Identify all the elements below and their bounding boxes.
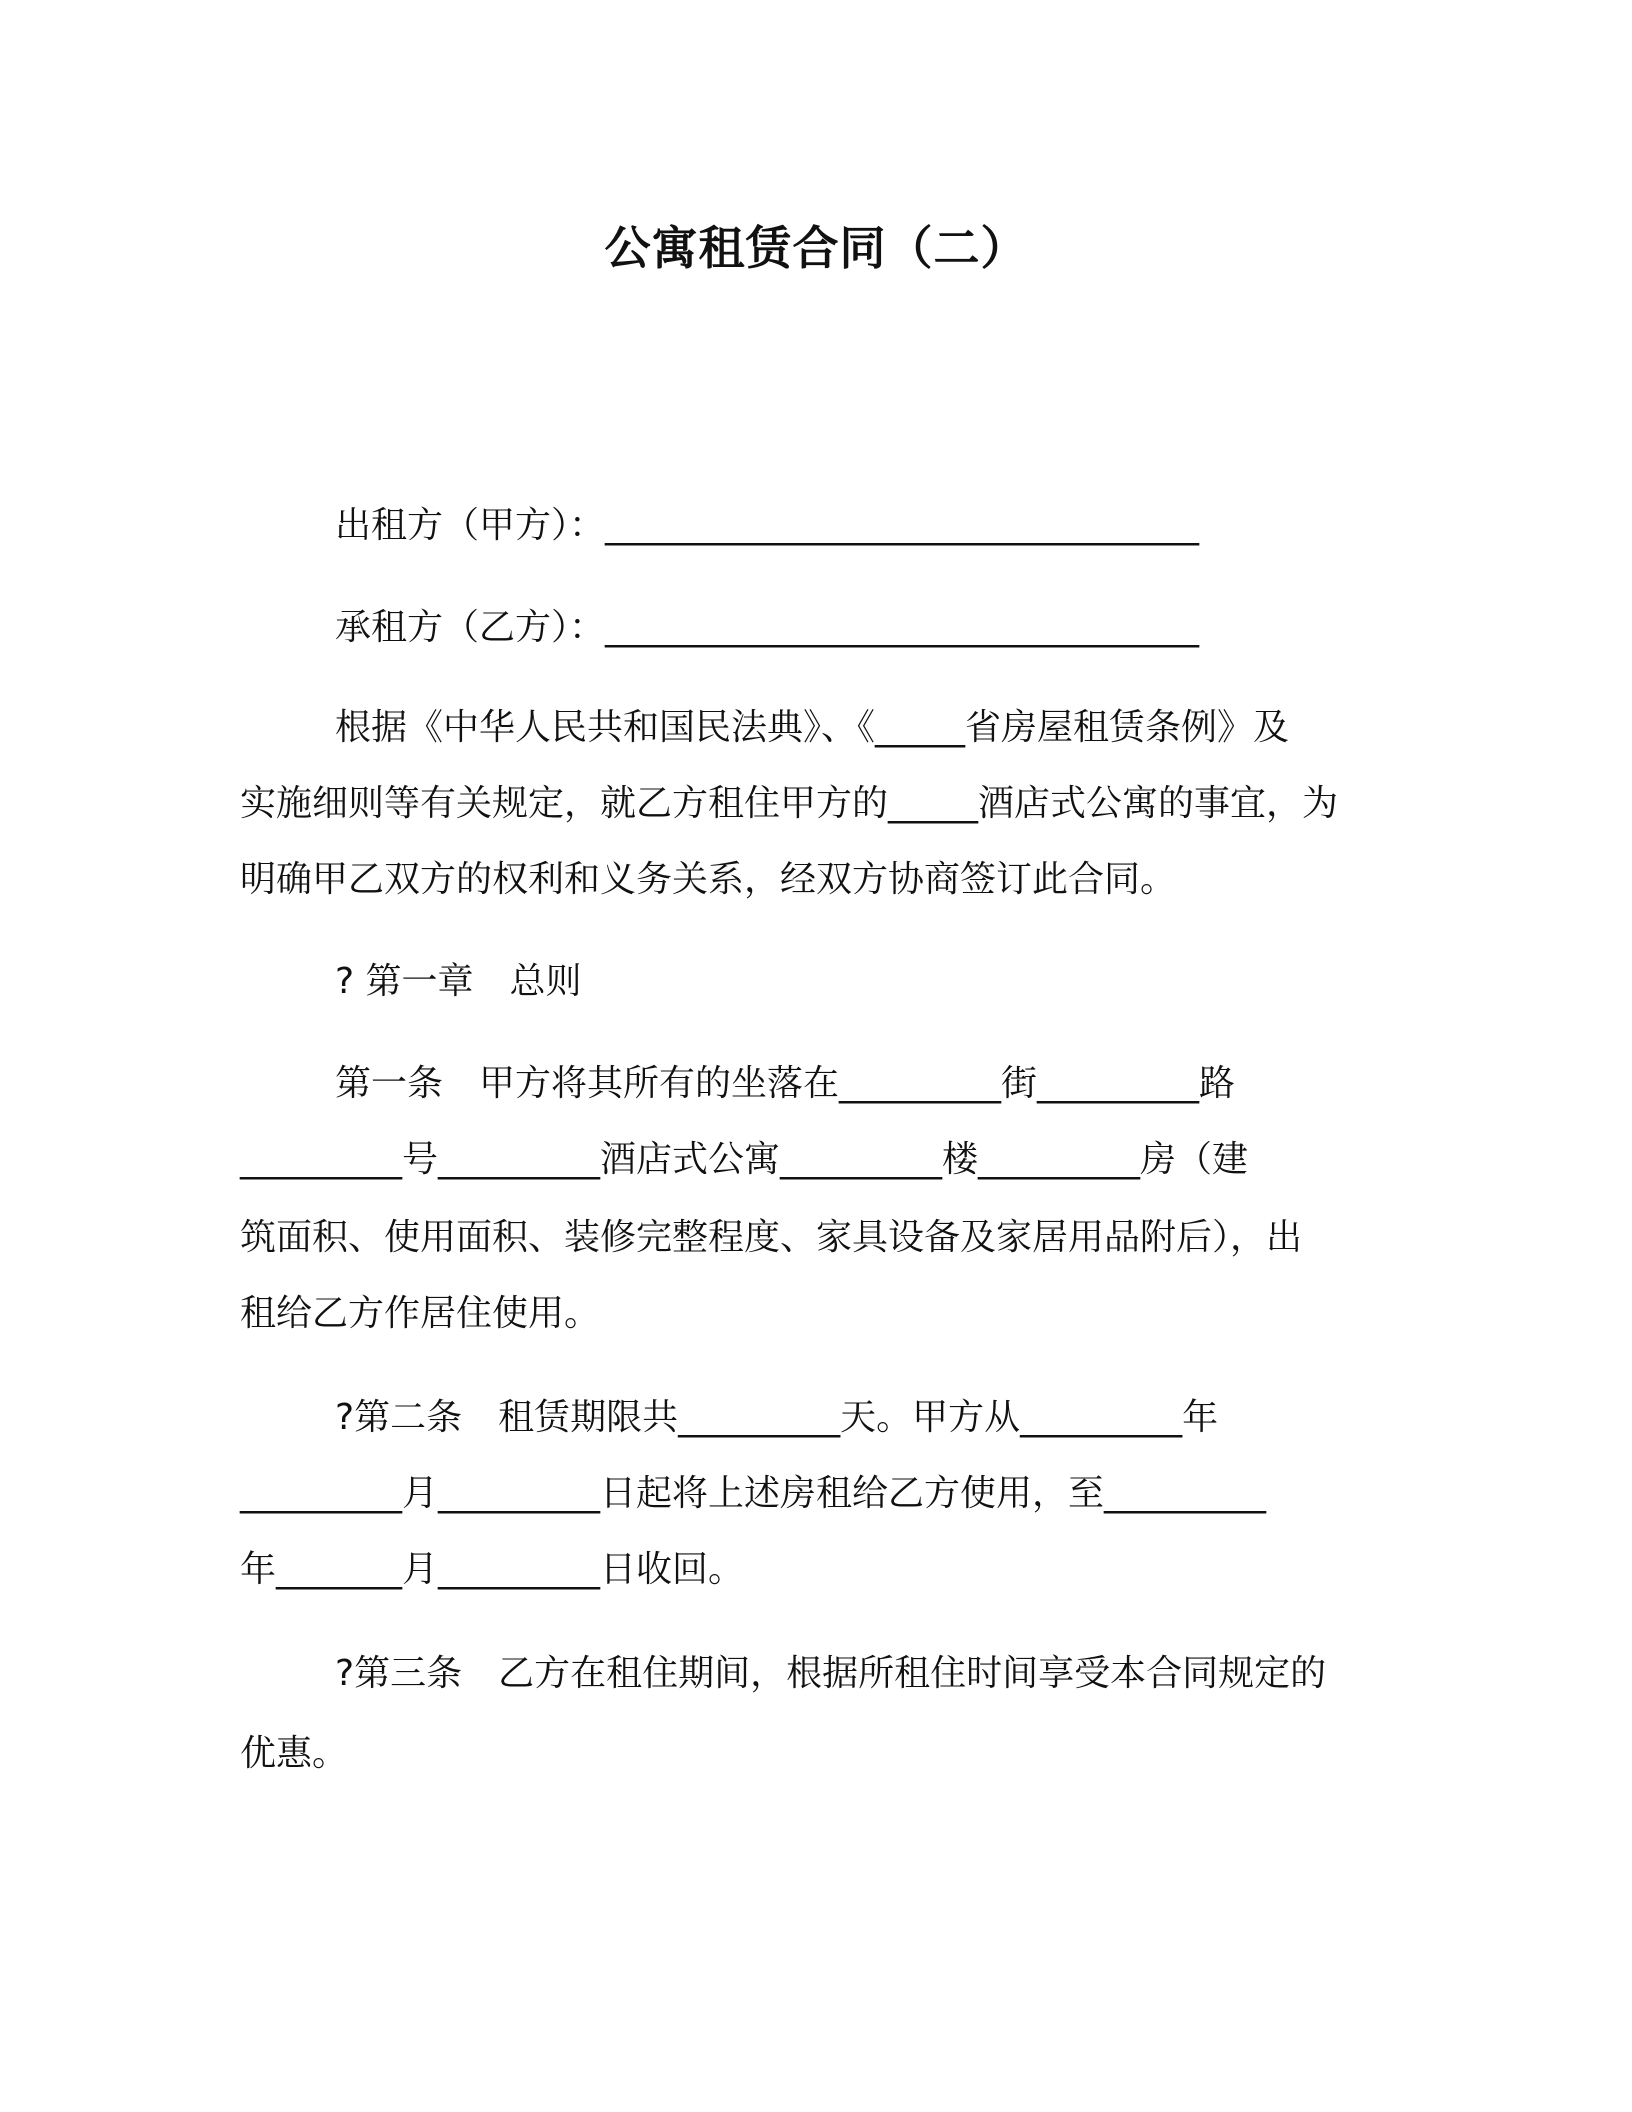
article-one-line-2: _________号_________酒店式公寓_________楼_________房（建 <box>240 1139 1249 1180</box>
chapter-one-heading: ? 第一章 总则 <box>335 961 582 1002</box>
article-three-line-1: ?第三条 乙方在租住期间，根据所租住时间享受本合同规定的 <box>335 1653 1327 1694</box>
lessor-line: 出租方（甲方）：_________________________________ <box>335 505 1200 546</box>
document-title: 公寓租赁合同（二） <box>604 221 1028 275</box>
article-three-line-2: 优惠。 <box>240 1733 349 1774</box>
article-one-line-4: 租给乙方作居住使用。 <box>240 1293 601 1334</box>
article-two-line-1: ?第二条 租赁期限共_________天。甲方从_________年 <box>335 1397 1219 1438</box>
article-two-line-2: _________月_________日起将上述房租给乙方使用，至_________ <box>240 1473 1267 1514</box>
preamble-line-3: 明确甲乙双方的权利和义务关系，经双方协商签订此合同。 <box>240 859 1177 900</box>
preamble-line-1: 根据《中华人民共和国民法典》、《_____省房屋租赁条例》及 <box>335 707 1290 748</box>
article-one-line-3: 筑面积、使用面积、装修完整程度、家具设备及家居用品附后），出 <box>240 1217 1303 1258</box>
article-one-line-1: 第一条 甲方将其所有的坐落在_________街_________路 <box>335 1063 1236 1104</box>
article-two-line-3: 年_______月_________日收回。 <box>240 1549 745 1590</box>
lessee-line: 承租方（乙方）：_________________________________ <box>335 607 1200 648</box>
preamble-line-2: 实施细则等有关规定，就乙方租住甲方的_____酒店式公寓的事宜，为 <box>240 783 1339 824</box>
